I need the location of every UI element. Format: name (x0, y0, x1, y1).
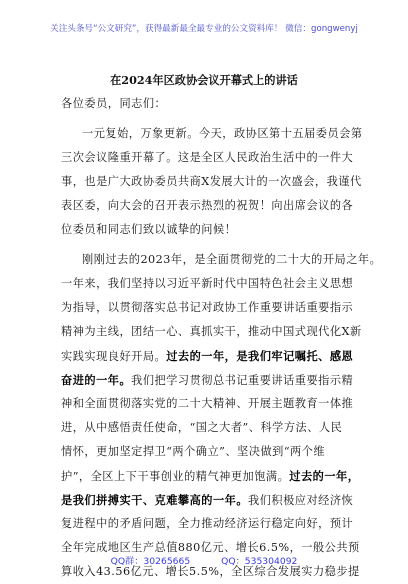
text-line: 情怀，更加坚定捍卫“两个确立”、坚决做到“两个维 (61, 445, 326, 458)
text-line: 进，从中感悟责任使命，“国之大者”、科学方法、人民 (61, 421, 343, 434)
text-span: 实践实现良好开局。 (61, 350, 167, 363)
text-line: 算收入43.56亿元、增长5.5%，全区综合发展实力稳步提 (61, 565, 360, 578)
qq-number: QQ：535304092 (221, 556, 298, 567)
salutation: 各位委员，同志们： (61, 97, 167, 110)
header-banner: 关注头条号“公文研究”，获得最新最全最专业的公文资料库！ 微信：gongwenyj (50, 24, 358, 34)
document-body (61, 92, 382, 584)
document-title: 在2024年区政协会议开幕式上的讲话 (110, 73, 298, 87)
text-line: 为指导，以贯彻落实总书记对政协工作重要讲话重要指示 (61, 301, 354, 314)
text-line: 神和全面贯彻落实党的二十大精神、开展主题教育一体推 (61, 397, 354, 410)
text-line: 刚刚过去的2023年，是全面贯彻党的二十大的开局之年。 (82, 253, 382, 266)
text-line (61, 344, 361, 368)
qq-group-number: QQ群：30265665 (110, 556, 191, 567)
text-line (61, 464, 361, 488)
bold-emphasis: 过去的一年，是我们牢记嘱托、感恩 (166, 349, 354, 363)
text-line: 位委员和同志们致以诚挚的问候！ (61, 223, 237, 236)
text-line: 事，也是广大政协委员共商X发展大计的一次盛会，我谨代 (61, 175, 362, 188)
text-line (61, 368, 361, 392)
bold-emphasis: 是我们拼搏实干、克难攀高的一年。 (61, 493, 249, 507)
text-span: 我们把学习贯彻总书记重要讲话重要指示精 (131, 374, 354, 387)
text-line: 全年完成地区生产总值880亿元、增长6.5%，一般公共预 (61, 541, 360, 554)
text-line: 一元复始，万象更新。今天，政协区第十五届委员会第 (82, 127, 363, 140)
text-span: 护”，全区上下干事创业的精气神更加饱满。 (61, 470, 290, 483)
text-line: 精神为主线，团结一心、真抓实干，推动中国式现代化X新 (61, 325, 362, 338)
text-line: 三次会议隆重开幕了。这是全区人民政治生活中的一件大 (61, 151, 354, 164)
text-line: 表区委，向大会的召开表示热烈的祝贺！向出席会议的各 (61, 199, 354, 212)
text-line: 复进程中的矛盾问题，全力推动经济运行稳定向好，预计 (61, 517, 354, 530)
paragraph-1 (61, 122, 361, 242)
text-span: 我们积极应对经济恢 (248, 494, 354, 507)
paragraph-2 (61, 248, 382, 584)
text-line (61, 488, 361, 512)
bold-emphasis: 过去的一年， (289, 469, 360, 483)
bold-emphasis: 奋进的一年。 (61, 373, 132, 387)
text-line: 一年来，我们坚持以习近平新时代中国特色社会主义思想 (61, 277, 354, 290)
footer-contact (0, 553, 408, 567)
